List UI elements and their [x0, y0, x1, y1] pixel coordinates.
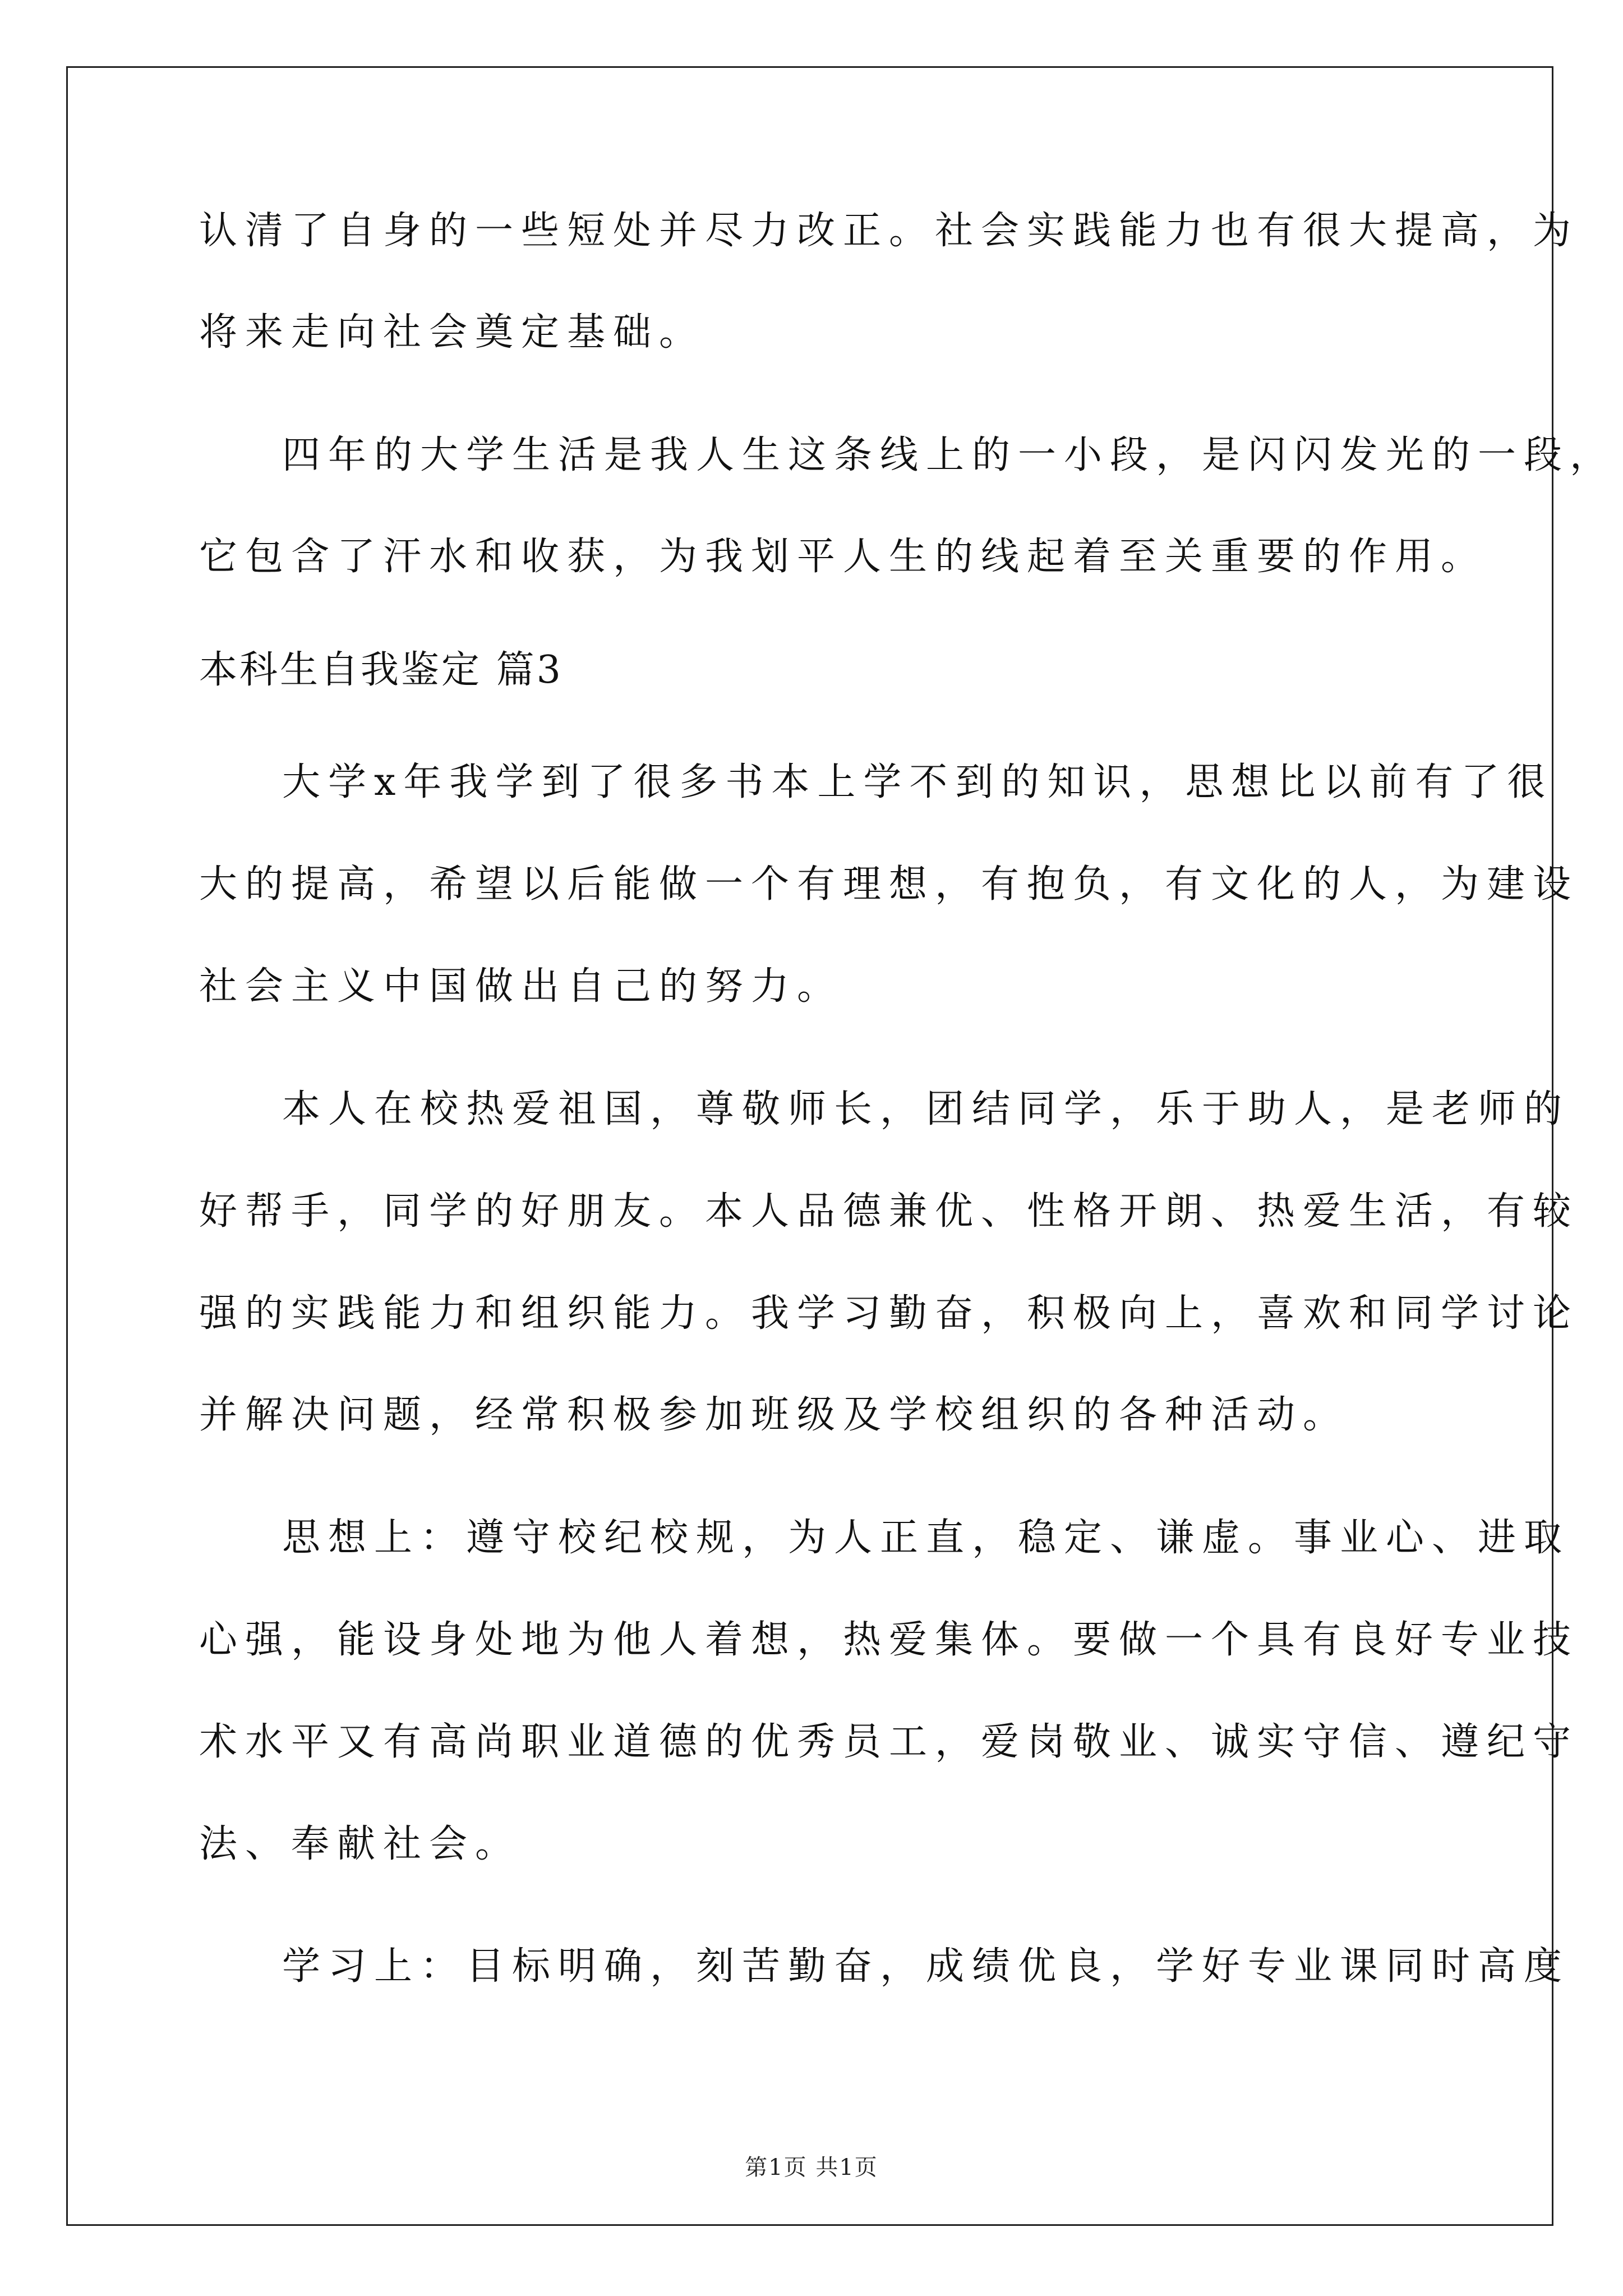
text-line: 大学x年我学到了很多书本上学不到的知识，思想比以前有了很 [282, 760, 1553, 804]
text-line: 心强，能设身处地为他人着想，热爱集体。要做一个具有良好专业技 [199, 1618, 1579, 1662]
text-line: 好帮手，同学的好朋友。本人品德兼优、性格开朗、热爱生活，有较 [199, 1189, 1579, 1234]
text-line: 社会主义中国做出自己的努力。 [199, 964, 843, 1009]
text-line: 它包含了汗水和收获，为我划平人生的线起着至关重要的作用。 [199, 535, 1487, 579]
page-border [66, 66, 1553, 2226]
text-line: 并解决问题，经常积极参加班级及学校组织的各种活动。 [199, 1393, 1349, 1437]
text-line: 四年的大学生活是我人生这条线上的一小段，是闪闪发光的一段， [282, 433, 1616, 477]
section-heading: 本科生自我鉴定 篇3 [199, 648, 563, 692]
text-line: 认清了自身的一些短处并尽力改正。社会实践能力也有很大提高，为 [199, 209, 1579, 253]
text-line: 大的提高，希望以后能做一个有理想，有抱负，有文化的人，为建设 [199, 862, 1579, 907]
page-footer: 第1页 共1页 [745, 2155, 878, 2180]
text-line: 术水平又有高尚职业道德的优秀员工，爱岗敬业、诚实守信、遵纪守 [199, 1720, 1579, 1764]
text-line: 思想上：遵守校纪校规，为人正直，稳定、谦虚。事业心、进取 [282, 1516, 1570, 1560]
text-line: 法、奉献社会。 [199, 1822, 522, 1866]
text-line: 将来走向社会奠定基础。 [199, 310, 706, 355]
text-line: 本人在校热爱祖国，尊敬师长，团结同学，乐于助人，是老师的 [282, 1087, 1570, 1131]
text-line: 强的实践能力和组织能力。我学习勤奋，积极向上，喜欢和同学讨论 [199, 1291, 1579, 1336]
text-line: 学习上：目标明确，刻苦勤奋，成绩优良，学好专业课同时高度 [282, 1944, 1570, 1989]
